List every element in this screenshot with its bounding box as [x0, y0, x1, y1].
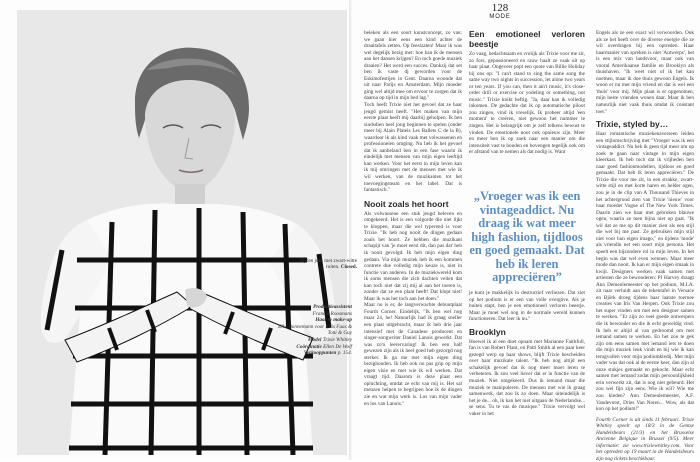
article-column-1 — [364, 30, 462, 407]
body-paragraph: Hoewel ik al een duet opnam met Marianne Faithfull, fan is van Robert Plant, en Patti Smith al een paar keer gezegd werp op haar shows, blijft Trixie bescheiden over haar muzikale talent. "Ik heb nog altijd een schakelijk gevoel dat ik nog meer moet leren te verbeteren. Ik zou veel liever dat er in functie van de muziek. Niet omgekeerd. Dus ik iemand maar die muziek te manipuleren. De mensen met wie ik graag samenwerk, dat zou ik zo doen. Maar uiteindelijk is het je de... oh, ik kan het niet uitgaan de Nederlandse... se sens. Tu te vas de musique." Trixie vervolgt wel vaker in het — [469, 338, 585, 417]
credit-name: p. 154. — [337, 350, 352, 357]
body-paragraph: Maar nu is er, de langverwachte debuutplaat Fourth Corner. Eindelijk. "Ik ben wel nog maar 24, he! Natuurlijk had ik graag sneller een plaat uitgebracht, maar ik heb drie jaar intensief met de Canadese producent en singer-songwriter Daniel Lanois gewerkt. Dat was zo'n leerervaring! Ik ben een half gewezen zijn als ik heel goed heb gezorgd nog sterker. Ik ga me met mijn eigen ding bezighouden. Ik heb ook nu pas grip op mijn eigen visie en met wie ik wil werken. Dat vraagt tijd. Daarom is deze plaat een opluchting, omdat ze echt van mij is. Het sal menzen helpen te begrijpen hoe ik de dingen zie en wat mijn werk is. Los van mijn vader en los van Lanois." — [364, 302, 462, 407]
fashion-portrait-photo — [17, 10, 347, 455]
credit-role: Haar & make-up — [315, 317, 352, 324]
credit-name: Elke Bonnemann voor Ellis Faas & Toni & Guy — [278, 323, 352, 337]
article-column-2 — [469, 30, 585, 156]
credit-role: Model — [307, 336, 322, 343]
credit-role: Coördinatie — [296, 343, 322, 350]
subheading: Brooklyn — [469, 326, 506, 337]
body-paragraph: beleken als een soort kunstconcept, zo van: we gaan hier eens een kind achter de draaitafels zetten. Op feestzaten! Maar ik was wel degelijk bezig met: hoe kan ik de mensen aan het dansen krijgen? En toch goede muziek draaien? Het werd een succes. Dankzij dat set ben ik vaste dj geworden voor de Eskimofestijen in Gent. Daarna woonde dat uit naar Parijs en Amsterdam. Mijn moeder ging wel altijd mee om ervoor te zorgen dat ik daarna op tijd in mijn bed lag." — [364, 30, 462, 102]
credit-name: Franciu Roosmans — [312, 310, 352, 317]
credit-name: Trixie Whitley — [322, 336, 352, 343]
credit-line — [270, 317, 352, 337]
body-paragraph: Toch heeft Trixie niet het gevoel dat ze haar jeugd gemist heeft. "Het maken van mijn eerste plaat heeft mij daarbij geholpen. Ik ben sindsdien heel jong beginnen te spelen (onder meer bij Alain Platels Les Ballets C de la B), waardoor ik als kind vaak met volwassenen en professionelen omging. Nu heb ik het gevoel dat ik aanbeland ben in een fase waarin ik eindelijk met mensen van mijn eigen leeftijd kan werken. Voor het eerst in mijn leven kan ik mij omringen met de mensen met wie ik wil werken, van de muzikanten tot het toevoegingsteam en het label. Dat is fantastisch." — [364, 102, 462, 194]
article-column-2-lower — [469, 290, 585, 417]
end-note: Fourth Corner is uit sinds 11 februari. Trixie Whitley speelt op 18/3 in de Gentse Handelsbeurs (21/3) en het Brusselse Ancienne Belgique in Brussel (9/5). Meer informatie: zie www.trixiewhitley.com. Voor het optreden op 19 maart in de Handelsbeurs zijn nog tickets beschikbaar. — [596, 416, 694, 462]
subheading: Een emotioneel verloren beestje — [469, 29, 585, 49]
spread-gutter — [349, 0, 353, 460]
body-paragraph: je kunt je makkelijk in destructief verliezen. Dat ziet op het podium is er een van volle overgave. Als je buiten stapt, ben je een emotioneel verloren beestje. Maar je moet wel nog in de normale wereld kunnen functioneren. Dat leer ik nu." — [469, 290, 585, 323]
article-column-3 — [596, 30, 694, 462]
fashion-portrait-icon — [17, 10, 347, 455]
credit-role: Verkooppunten — [303, 350, 337, 357]
caption-text: Zijden jurk met zwart-witte ruiten. — [299, 258, 357, 271]
subheading: Trixie, styled by… — [596, 119, 669, 130]
subheading: Nooit zoals het hoort — [364, 198, 449, 209]
body-paragraph: Zo vaag, bedachtsaam en vrolijk als Trixie voor me zit, zo fors, gepassioneerd en rauw haalt ze vaak uit op haar plaat. Ongeveer popt een quote van Billie Holiday bij ons op: "I can't stand to sing the same song the same way two nights in succession, let alone two years or ten years. If you can, then it ain't music, it's close-order drill or exercise or yodeling or something, not music." Trixie knikt heftig. "Ja, daar kan ik volledig inkomen. De gedachte dat ik op automatische piloot zou zingen, vind ik vreselijk. Ik probeer altijd 'een moment' te creëren, niet gewoon het nummer te zingen. Het is belangrijk om je zelf telkens bewust te vinden. De emotionele noot ook opnieuw zijn. Meer en meer ben ik op zoek naar een manier om die intensiteit vast te houden en bovengen tegelijk ook om er afstand van te nemen als dat nodig is. Want — [469, 51, 585, 156]
photo-caption — [287, 258, 357, 270]
caption-brand: Closed. — [340, 264, 357, 271]
page-number: 128 — [491, 2, 509, 14]
body-paragraph: Haar romantische muziekenaverseen leiden een stijlomschrijving met "Vroeger was ik een vintageaddict. Nu heb ik geen tijd meer om op zoek te gaan naar vintage in mijn eigen kleerkast. Ik heb toch dat ik vrijheden ben naar goed fashionmodellen, tijdloos en goed gemaakt. Dat heb ik leren appreciëren." De Trixie die voor me zit, in een strakke, zwart-witte stijl en met korte haren en helder ogen, zou je in de clip van A Thousand Thieves in het achtergrond zien van Trixie 'nieuw' voor haar moeder Vogue of The New York Times. Daarin zien we haar met gebroken blauwe ogen, waarin ze toen bijna niet op gaat. "Ik wil dat ze me op dit manier zien als een stijl die wel bij me past. Ze gebruiken mijn stijl niet voor hun eigen imago," en tijdens 'mode' als vriendin net een soort mijn persona. Het speelt een bijzondere rol in mijn leven. In het begin was dat wel even wennen. Maar meer mode dan nooit. Ik kan er mijn eigen smaak in kwijt. Designers werken vaak samen met artiesten die ze bewonderen: PJ Harvey draagt Ann Demeulemeester op het podium, M.I.A. zit naar verluidt aan de tekentafel in Versace en Björk droeg tijdens haar laatste toernee creaties van Iris Van Herpen. Ook Trixie zou het super vinden om met een designer samen te werken. "Er zijn zo veel goede ontwerpers die ik bewonder en die ik echt geweldig vind. Ik heb er altijd al van gedroomd om met iemand samen te werken. En het zou te gek zijn om eens samen met iemand iets te doen die mijn muziek leuk vindt en bij wie ik kan terugvallen voor mijn podiumkledij. Met mijn vader was dat ook al de eerste keer, dan zijn al onze stukjes gemaakt en gekocht. Maar echt samen met iemand zodat mijn persoonlijkheid erin verwerkt zit, dat is nog niet gebeurd. Het zou wel fijn zijn eens. Wie ik wil? Wie me zou kleden? Ann Demeulemeester, A.F. Vandevorst, Dries Van Noten... Wow, als dat kon op het podium!" — [596, 131, 694, 413]
credit-line — [270, 350, 352, 357]
credit-name: Ellen De Wolf — [323, 343, 352, 350]
pull-quote: „Vroeger was ik een vintageaddict. Nu draag ik wat meer high fashion, tijdloos en goed gemaakt. Dat heb ik leren appreciëren” — [469, 189, 585, 284]
credit-role: Productieassistent — [313, 304, 352, 310]
credit-line — [270, 337, 352, 344]
body-paragraph: Engels als ze een exact wil verwoorden. Ook als ze het heeft over de diverse energie die ze wil overdragen bij een optreden. Haar haarmanier van spreken is niet 'Antwerps', het is een mix van landsvoor, maar ook van vooral Amerikaanse familie en Brooklyn als thuishaven. "Ik weet niet of ik het kan noemen, maar ik doe thuis gewoon Engels. Ik woon er nu met mijn vriend en dat is wel een 'thuis' voor mij. Mijn plaat is er opgenomen, mijn beste vrienden wonen daar. Maar ik ben natuurlijk niet vaak thuis omdat ik constant toer." — [596, 30, 694, 115]
photo-credits — [270, 304, 352, 357]
credit-line — [270, 304, 352, 317]
body-paragraph: Als volwassene een stuk jeugd beleven en omgekeerd. Het is een volgorde die niet lijkt te kloppen, maar die wel typerend is voor Trixie. "Ik heb nog nooit de dingen gedaan zoals het hoort. Ze hebben die muzikant schapijt van 'je moet eerst dit, dan pas dat' heb ik nooit gevolgd. Ik heb mijn eigen ding gedaan. Via mijn muziek heb ik een kommen contrete due volledig mijn keuze is, niet in functie van anderen. In de muziekwereld kom ik soms mensen die zich dachten veilen dat kan toch niet dat zij mij al aan het toeren is, zonder dat ze een plaat heeft! Dat klopt niet! Maar ik was het toch aan het doen." — [364, 210, 462, 302]
page-header — [470, 2, 530, 20]
section-label: MODE — [489, 14, 511, 20]
